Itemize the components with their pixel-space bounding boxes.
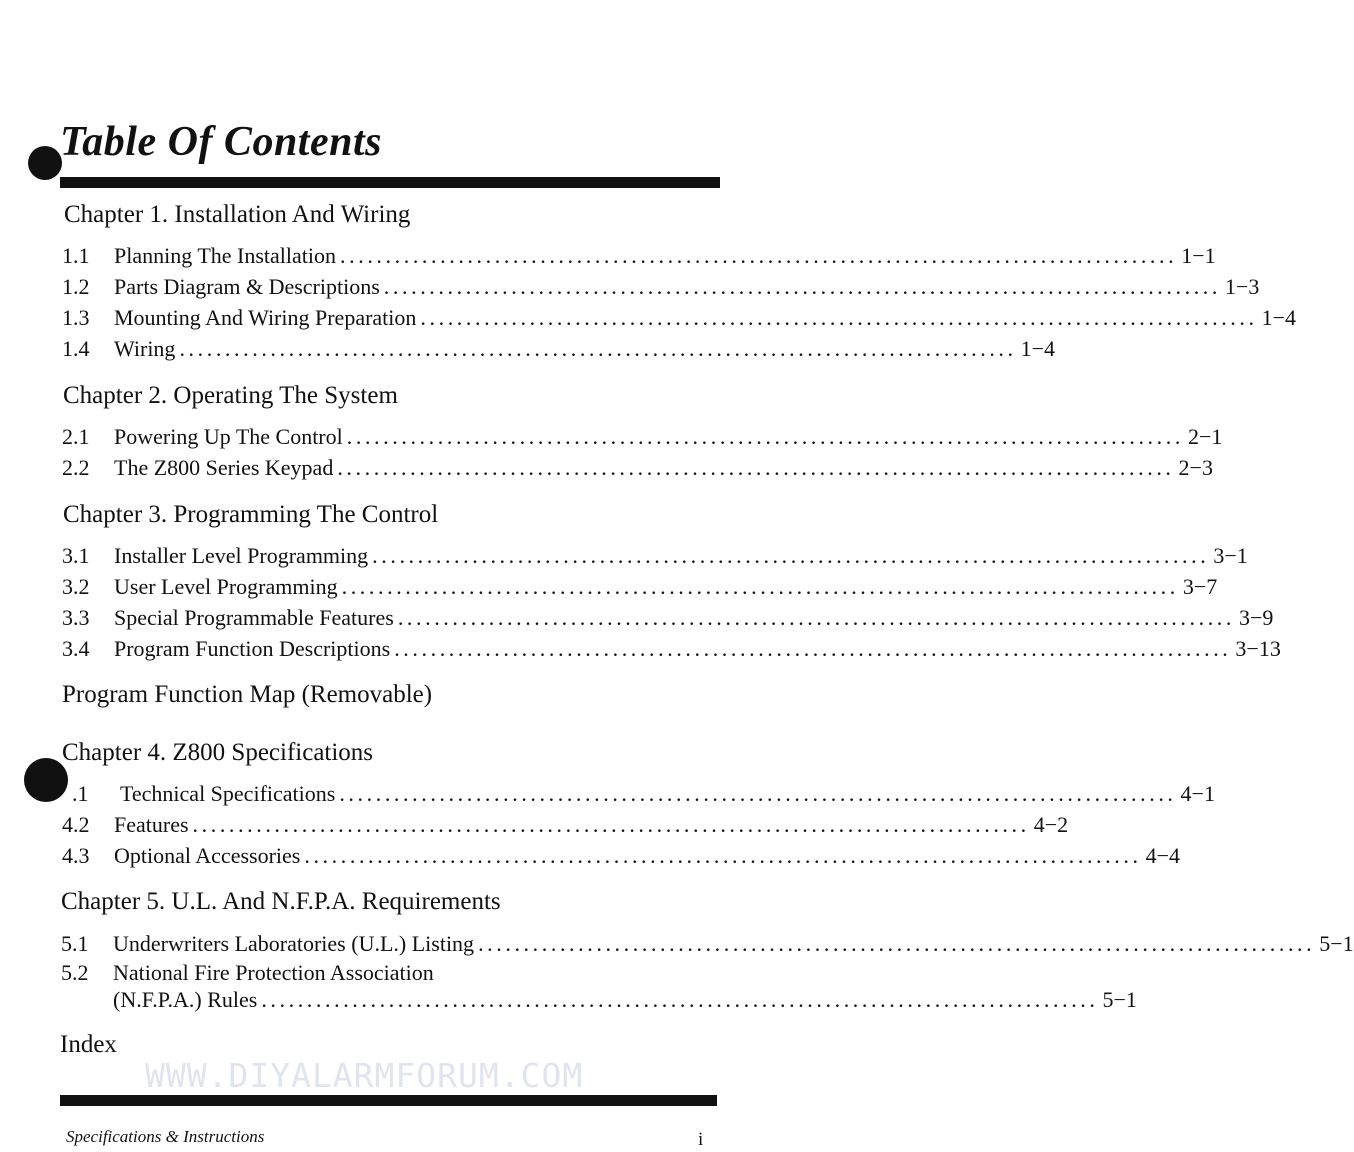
toc-entry-page: 3−7 [1182,574,1218,599]
toc-entry-number: 3.2 [62,574,90,599]
toc-entry-title: Wiring [114,336,176,361]
toc-entry-title: Mounting And Wiring Preparation [114,305,417,330]
toc-entry-number: 4.3 [62,843,90,868]
leader-dots: ............................................................................................ [383,274,1221,299]
leader-dots: ............................................................................................ [339,781,1177,806]
binder-hole-middle [24,758,68,802]
toc-entry-number: 2.1 [62,424,90,449]
leader-dots: ............................................................................................ [346,424,1184,449]
toc-entry-continuation[interactable] [113,986,1137,1014]
toc-entry-title-continued: (N.F.P.A.) Rules [113,987,258,1012]
leader-dots: ............................................................................................ [420,305,1258,330]
leader-dots: ............................................................................................ [340,243,1178,268]
chapter-heading: Chapter 2. Operating The System [63,382,398,409]
toc-entry-title: Parts Diagram & Descriptions [114,274,380,299]
toc-entry-number: 5.2 [61,960,89,985]
page-number: i [698,1129,704,1150]
toc-entry-number: 1.3 [62,305,90,330]
toc-entry-number: 2.2 [62,455,90,480]
toc-entry-page: 2−3 [1178,455,1213,480]
toc-entry-number: .1 [72,781,89,806]
toc-entry-page: 1−4 [1020,336,1056,361]
toc-entry[interactable] [62,423,1223,451]
toc-entry-page: 3−13 [1235,636,1281,661]
watermark: WWW.DIYALARMFORUM.COM [145,1056,584,1095]
toc-entry-number: 3.4 [62,636,90,661]
toc-entry-title: Powering Up The Control [114,424,343,449]
toc-entry-page: 1−4 [1261,305,1297,330]
chapter-heading: Chapter 1. Installation And Wiring [64,201,411,228]
toc-entry-number: 3.3 [62,605,90,630]
toc-entry[interactable] [62,335,1056,363]
leader-dots: ............................................................................................ [341,574,1179,599]
toc-entry[interactable] [62,604,1274,632]
toc-entry-title: Program Function Descriptions [114,636,391,661]
leader-dots: ............................................................................................ [397,605,1236,630]
toc-entry-page: 5−1 [1102,987,1137,1012]
toc-entry[interactable] [62,454,1213,482]
leader-dots: ............................................................................................ [179,336,1017,361]
toc-entry-page: 3−9 [1239,605,1274,630]
toc-entry[interactable] [62,542,1248,570]
toc-entry-number: 3.1 [62,543,90,568]
toc-entry-title: Underwriters Laboratories (U.L.) Listing [113,931,475,956]
toc-entry[interactable] [62,635,1281,663]
chapter-heading[interactable]: Program Function Map (Removable) [62,681,433,708]
toc-entry[interactable] [62,242,1216,270]
toc-entry-number: 1.4 [62,336,90,361]
leader-dots: ............................................................................................ [478,931,1316,956]
toc-entry-title: Installer Level Programming [114,543,369,568]
toc-entry-page: 1−1 [1181,243,1216,268]
toc-entry-page: 5−1 [1319,931,1354,956]
toc-entry-title: Features [114,812,189,837]
toc-entry-title: Planning The Installation [114,243,337,268]
leader-dots: ............................................................................................ [394,636,1232,661]
footer-text: Specifications & Instructions [66,1127,265,1146]
toc-entry[interactable] [62,304,1297,332]
leader-dots: ............................................................................................ [261,987,1099,1012]
chapter-heading[interactable]: Index [60,1031,117,1058]
toc-entry-title: National Fire Protection Association [113,960,434,985]
leader-dots: ............................................................................................ [192,812,1030,837]
toc-entry[interactable] [62,273,1260,301]
leader-dots: ............................................................................................ [372,543,1210,568]
toc-entry[interactable] [62,842,1180,870]
toc-entry-page: 3−1 [1213,543,1248,568]
toc-entry-page: 2−1 [1187,424,1223,449]
toc-entry[interactable] [62,811,1069,839]
chapter-heading: Chapter 4. Z800 Specifications [62,739,374,766]
toc-entry-title: The Z800 Series Keypad [114,455,334,480]
toc-entry-number: 5.1 [61,931,89,956]
toc-entry-title: Special Programmable Features [114,605,394,630]
toc-entry-title: Optional Accessories [114,843,301,868]
toc-entry-title: Technical Specifications [120,781,336,806]
toc-entry-number: 1.1 [62,243,90,268]
page-title: Table Of Contents [60,119,382,165]
footer-rule [60,1095,717,1106]
toc-entry[interactable] [62,573,1218,601]
toc-entry-page: 4−1 [1180,781,1215,806]
toc-entry-multiline[interactable] [61,960,434,986]
leader-dots: ............................................................................................ [337,455,1175,480]
toc-entry[interactable] [62,780,1215,808]
toc-entry-title: User Level Programming [114,574,338,599]
toc-entry-page: 4−2 [1033,812,1069,837]
toc-entry[interactable] [61,930,1354,958]
toc-entry-page: 1−3 [1225,274,1260,299]
toc-entry-page: 4−4 [1145,843,1180,868]
toc-entry-number: 1.2 [62,274,90,299]
toc-entry-number: 4.2 [62,812,90,837]
chapter-heading: Chapter 3. Programming The Control [63,501,439,528]
chapter-heading: Chapter 5. U.L. And N.F.P.A. Requirements [61,888,501,915]
leader-dots: ............................................................................................ [304,843,1142,868]
